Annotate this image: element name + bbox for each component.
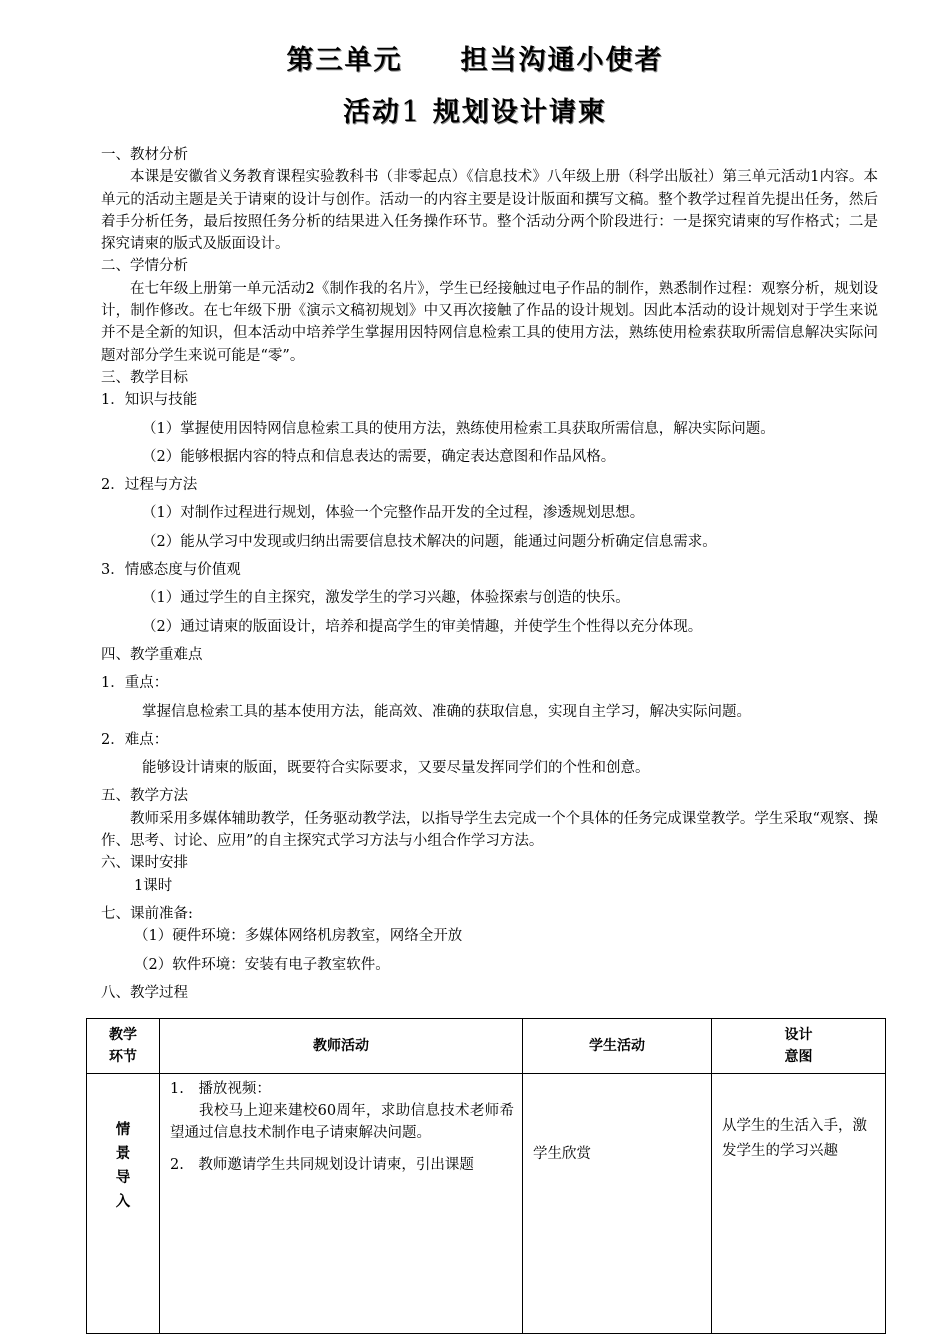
sub-heading: 1．重点： [101, 675, 169, 692]
document-body [101, 144, 878, 1004]
difficulty-text: 能够设计请柬的版面，既要符合实际要求，又要尽量发挥同学们的个性和创意。 [142, 760, 650, 777]
list-item: （1）通过学生的自主探究，激发学生的学习兴趣，体验探索与创造的快乐。 [142, 590, 630, 607]
teaching-process-table [86, 1018, 886, 1334]
design-intent-cell: 从学生的生活入手，激发学生的学习兴趣 [712, 1074, 886, 1334]
activity-title [0, 90, 950, 129]
list-item: （1）掌握使用因特网信息检索工具的使用方法，熟练使用检索工具获取所需信息，解决实际问题。 [142, 420, 775, 437]
section-heading: 三、教学目标 [101, 369, 188, 386]
section-heading: 六、课时安排 [101, 855, 188, 872]
activity-label: 活动 [343, 97, 402, 128]
paragraph: 本课是安徽省义务教育课程实验教科书（非零起点）《信息技术》八年级上册（科学出版社）第三单元活动1内容。本单元的活动主题是关于请柬的设计与创作。活动一的内容主要是设计版面和撰写文稿。整个教学过程首先提出任务，然后着手分析任务，最后按照任务分析的结果进入任务操作环节。整个活动分两个阶段进行：一是探究请柬的写作格式；二是探究请柬的版式及版面设计。 [101, 169, 878, 253]
teacher-item-text: 我校马上迎来建校60周年，求助信息技术老师希望通过信息技术制作电子请柬解决问题。 [170, 1103, 514, 1141]
section-heading: 二、学情分析 [101, 258, 188, 275]
section-heading: 七、课前准备: [101, 905, 193, 922]
header-student-activity: 学生活动 [523, 1019, 712, 1074]
list-item: （2）能够根据内容的特点和信息表达的需要，确定表达意图和作品风格。 [142, 448, 616, 465]
unit-topic: 担当沟通小使者 [460, 45, 664, 76]
sub-heading: 2．过程与方法 [101, 477, 198, 494]
list-item: （1）硬件环境：多媒体网络机房教室，网络全开放 [134, 928, 463, 945]
list-item: （2）通过请柬的版面设计，培养和提高学生的审美情趣，并使学生个性得以充分体现。 [142, 618, 703, 635]
list-item: （2）能从学习中发现或归纳出需要信息技术解决的问题，能通过问题分析确定信息需求。 [142, 533, 717, 550]
header-design-intent: 设计 意图 [712, 1019, 886, 1074]
key-point-text: 掌握信息检索工具的基本使用方法，能高效、准确的获取信息，实现自主学习，解决实际问题。 [142, 703, 751, 720]
teacher-activity-cell [160, 1074, 523, 1334]
section-heading: 五、教学方法 [101, 788, 188, 805]
stage-cell: 情 景 导 入 [87, 1074, 160, 1334]
paragraph: 在七年级上册第一单元活动2《制作我的名片》，学生已经接触过电子作品的制作，熟悉制作过程：观察分析，规划设计，制作修改。在七年级下册《演示文稿初规划》中又再次接触了作品的设计规划。因此本活动的设计规划对于学生来说并不是全新的知识，但本活动中培养学生掌握用因特网信息检索工具的使用方法，熟练使用检索获取所需信息解决实际问题对部分学生来说可能是“零”。 [101, 280, 878, 364]
student-activity-cell: 学生欣赏 [523, 1074, 712, 1334]
header-teacher-activity: 教师活动 [160, 1019, 523, 1074]
unit-title [0, 38, 950, 77]
list-item: （2）软件环境：安装有电子教室软件。 [134, 956, 390, 973]
sub-heading: 2．难点： [101, 731, 169, 748]
section-heading: 八、教学过程 [101, 984, 188, 1001]
activity-number: 1 [401, 94, 422, 128]
activity-name: 规划设计请柬 [432, 97, 607, 128]
sub-heading: 1．知识与技能 [101, 392, 198, 409]
section-heading: 一、教材分析 [101, 147, 188, 163]
table-header-row [87, 1019, 886, 1074]
sub-heading: 3．情感态度与价值观 [101, 562, 241, 579]
list-item: （1）对制作过程进行规划，体验一个完整作品开发的全过程，渗透规划思想。 [142, 505, 645, 522]
teacher-item: 1. 播放视频： [170, 1081, 271, 1097]
section-heading: 四、教学重难点 [101, 646, 203, 663]
paragraph: 教师采用多媒体辅助教学，任务驱动教学法，以指导学生去完成一个个具体的任务完成课堂教学。学生采取“观察、操作、思考、讨论、应用”的自主探究式学习方法与小组合作学习方法。 [101, 810, 878, 850]
table-row [87, 1074, 886, 1334]
header-stage: 教学 环节 [87, 1019, 160, 1074]
class-hours: 1课时 [134, 877, 173, 894]
unit-label: 第三单元 [286, 45, 403, 76]
teacher-item: 2. 教师邀请学生共同规划设计请柬，引出课题 [170, 1157, 474, 1173]
